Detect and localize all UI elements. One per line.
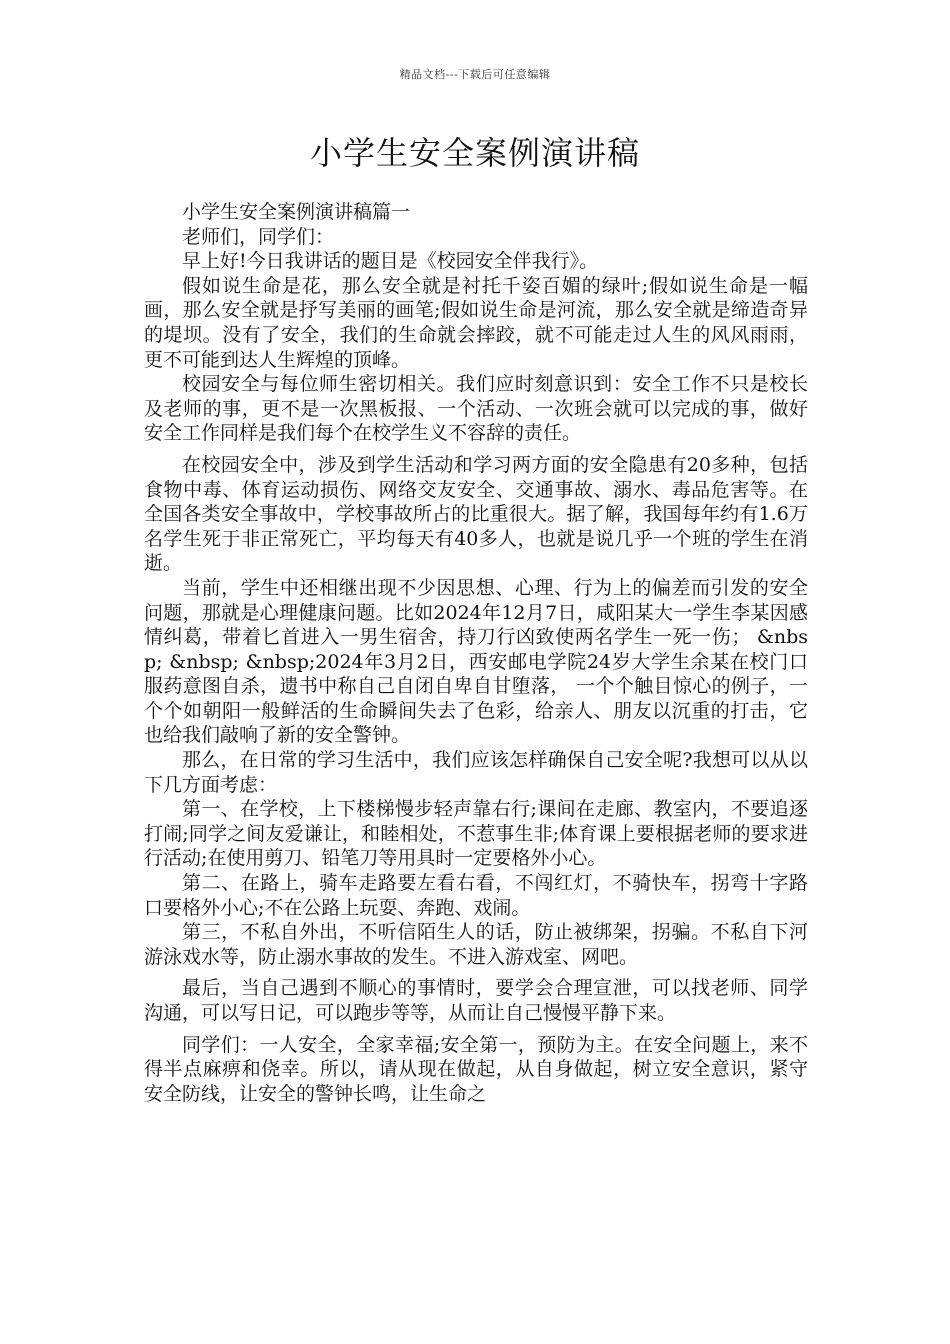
paragraph: 在校园安全中，涉及到学生活动和学习两方面的安全隐患有20多种，包括食物中毒、体育运动损伤、网络交友安全、交通事故、溺水、毒品危害等。在全国各类安全事故中，学校事故所占的比重很大。据了解，我国每年约有1.6万名学生死于非正常死亡，平均每天有40多人，也就是说几乎一个班的学生在消逝。 <box>144 453 808 575</box>
page-header: 精品文档---下载后可任意编辑 <box>399 68 551 81</box>
paragraph: 当前，学生中还相继出现不少因思想、心理、行为上的偏差而引发的安全问题，那就是心理健康问题。比如2024年12月7日，咸阳某大一学生李某因感情纠葛，带着匕首进入一男生宿舍，持刀行凶致使两名学生一死一伤； &nbsp; &nbsp; &nbsp;2024年3月2日，西安邮电学院24岁大学生余某在校门口服药意图自杀，遗书中称自己自闭自卑自甘堕落， 一个个触目惊心的例子，一个个如朝阳一般鲜活的生命瞬间失去了色彩，给亲人、朋友以沉重的打击，它也给我们敲响了新的安全警钟。 <box>144 576 808 747</box>
paragraph: 第一、在学校，上下楼梯慢步轻声靠右行;课间在走廊、教室内，不要追逐打闹;同学之间友爱谦让，和睦相处，不惹事生非;体育课上要根据老师的要求进行活动;在使用剪刀、铅笔刀等用具时一定要格外小心。 <box>144 798 808 870</box>
paragraph: 第二、在路上，骑车走路要左看右看，不闯红灯，不骑快车，拐弯十字路口要格外小心;不在公路上玩耍、奔跑、戏闹。 <box>144 872 808 919</box>
section-heading: 小学生安全案例演讲稿篇一 <box>182 201 411 223</box>
paragraph: 第三，不私自外出，不听信陌生人的话，防止被绑架，拐骗。不私自下河游泳戏水等，防止溺水事故的发生。不进入游戏室、网吧。 <box>144 921 808 968</box>
paragraph: 同学们：一人安全，全家幸福;安全第一，预防为主。在安全问题上，来不得半点麻痹和侥幸。所以，请从现在做起，从自身做起，树立安全意识，紧守安全防线，让安全的警钟长鸣，让生命之 <box>144 1033 808 1105</box>
paragraph: 那么，在日常的学习生活中，我们应该怎样确保自己安全呢?我想可以从以下几方面考虑： <box>144 749 808 796</box>
document-title: 小学生安全案例演讲稿 <box>309 134 640 172</box>
paragraph: 假如说生命是花，那么安全就是衬托千姿百媚的绿叶;假如说生命是一幅画，那么安全就是抒写美丽的画笔;假如说生命是河流，那么安全就是缔造奇异的堤坝。没有了安全，我们的生命就会摔跤，就不可能走过人生的风风雨雨，更不可能到达人生辉煌的顶峰。 <box>144 274 808 371</box>
paragraph: 校园安全与每位师生密切相关。我们应时刻意识到：安全工作不只是校长及老师的事，更不是一次黑板报、一个活动、一次班会就可以完成的事，做好安全工作同样是我们每个在校学生义不容辞的责任。 <box>144 373 808 445</box>
document-body <box>144 200 808 1106</box>
paragraph: 早上好!今日我讲话的题目是《校园安全伴我行》。 <box>182 250 599 273</box>
salutation: 老师们，同学们： <box>182 225 335 248</box>
paragraph: 最后，当自己遇到不顺心的事情时，要学会合理宣泄，可以找老师、同学沟通，可以写日记，可以跑步等等，从而让自己慢慢平静下来。 <box>144 977 808 1024</box>
